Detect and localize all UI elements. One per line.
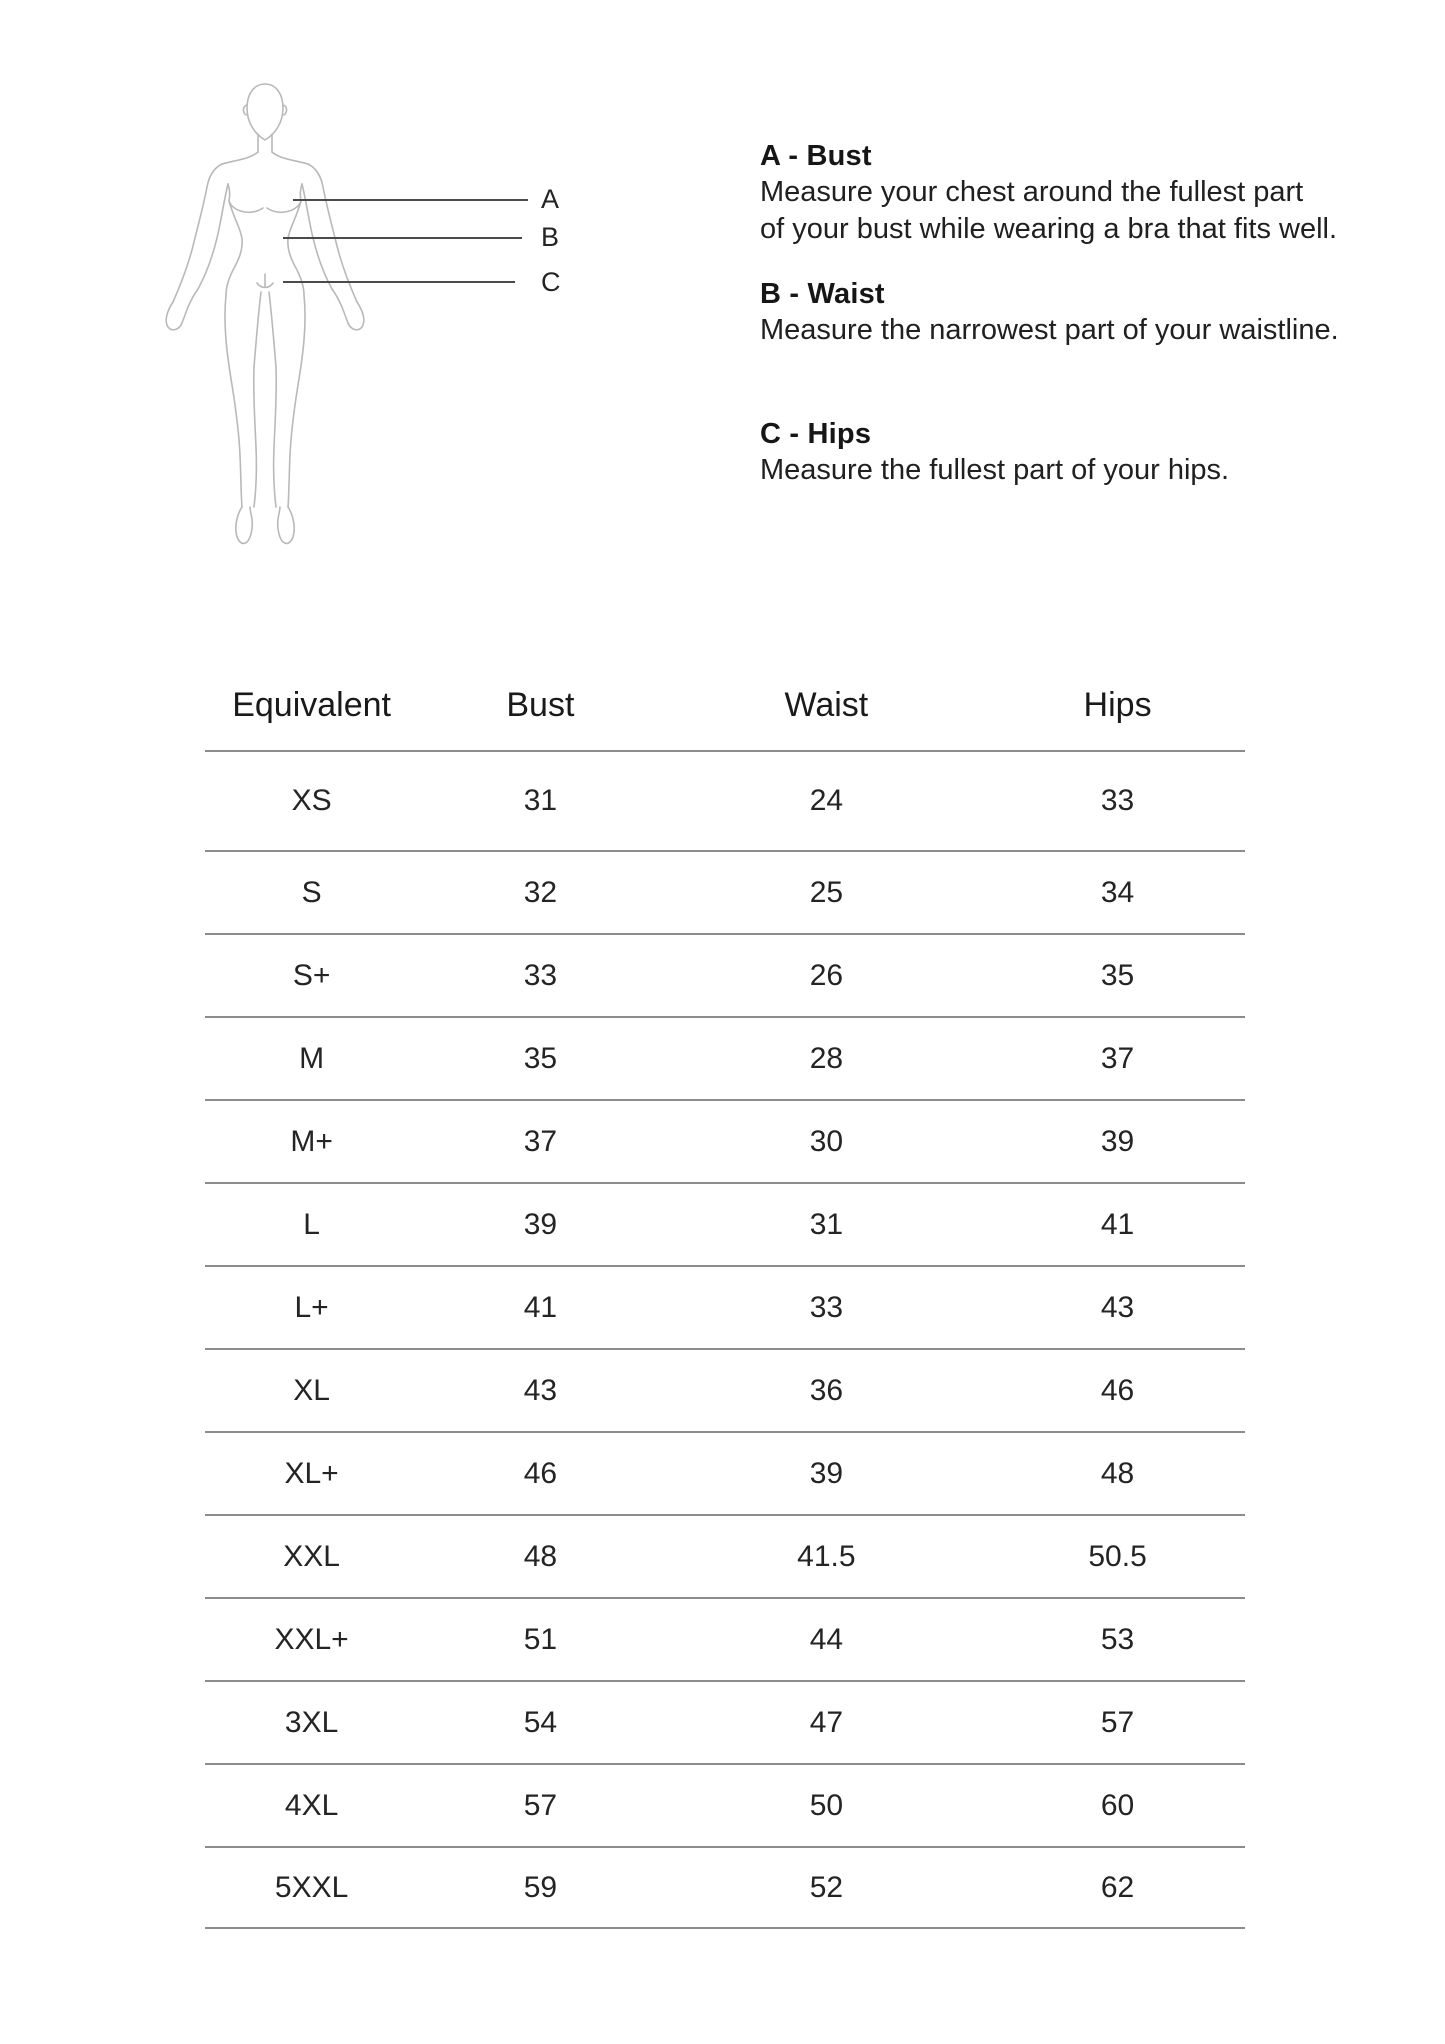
table-row: [205, 850, 1245, 933]
table-row: [205, 1099, 1245, 1182]
waist-callout-label: B: [541, 222, 560, 252]
size-label-cell: XL: [293, 1373, 330, 1407]
body-figure-illustration: [120, 55, 450, 565]
measurement-cell: 31: [809, 1207, 844, 1241]
table-row: [205, 1431, 1245, 1514]
bust-callout-label: A: [541, 184, 560, 214]
measurement-cell: 57: [1100, 1705, 1135, 1739]
column-header-hips: Hips: [1083, 685, 1152, 724]
waist-instruction-text: Measure the narrowest part of your waistline.: [760, 314, 1339, 346]
measurement-cell: 39: [523, 1207, 558, 1241]
table-row: [205, 1182, 1245, 1265]
table-row: [205, 1514, 1245, 1597]
hips-instruction-title: C - Hips: [760, 418, 872, 450]
size-label-cell: XL+: [284, 1456, 339, 1490]
waist-instruction-block: [760, 276, 1370, 349]
measurement-cell: 46: [523, 1456, 558, 1490]
table-row: [205, 1846, 1245, 1929]
measurement-cell: 39: [1100, 1124, 1135, 1158]
measurement-cell: 37: [523, 1124, 558, 1158]
bust-callout-line: [293, 199, 528, 201]
size-label-cell: 3XL: [284, 1705, 339, 1739]
bust-instruction-text: Measure your chest around the fullest part: [760, 176, 1304, 208]
column-header-equivalent: Equivalent: [232, 685, 391, 724]
size-label-cell: 5XXL: [274, 1870, 349, 1904]
measurement-cell: 41.5: [797, 1539, 856, 1573]
size-label-cell: XXL+: [274, 1622, 349, 1656]
measurement-cell: 46: [1100, 1373, 1135, 1407]
measurement-cell: 43: [1100, 1290, 1135, 1324]
measurement-cell: 35: [523, 1041, 558, 1075]
measurement-cell: 52: [809, 1870, 844, 1904]
hips-callout-label: C: [541, 267, 561, 297]
measurement-cell: 57: [523, 1788, 558, 1822]
column-header-waist: Waist: [784, 685, 869, 724]
measurement-cell: 33: [1100, 784, 1135, 817]
measurement-cell: 39: [809, 1456, 844, 1490]
table-row: [205, 1265, 1245, 1348]
measurement-cell: 26: [809, 958, 844, 992]
measurement-cell: 59: [523, 1870, 558, 1904]
size-label-cell: S: [301, 875, 322, 909]
column-header-bust: Bust: [506, 685, 575, 724]
measurement-cell: 50.5: [1088, 1539, 1147, 1573]
measurement-cell: 41: [523, 1290, 558, 1324]
size-label-cell: S+: [292, 958, 331, 992]
measurement-cell: 44: [809, 1622, 844, 1656]
size-table-header-row: [205, 660, 1245, 750]
table-row: [205, 1597, 1245, 1680]
measurement-cell: 43: [523, 1373, 558, 1407]
hips-instruction-text: Measure the fullest part of your hips.: [760, 454, 1230, 486]
measurement-cell: 41: [1100, 1207, 1135, 1241]
size-table: [205, 660, 1245, 1929]
hips-instruction-block: [760, 416, 1370, 489]
measurement-cell: 30: [809, 1124, 844, 1158]
size-label-cell: 4XL: [284, 1788, 339, 1822]
table-row: [205, 1016, 1245, 1099]
table-row: [205, 1763, 1245, 1846]
measurement-cell: 24: [809, 784, 844, 817]
bust-instruction-text: of your bust while wearing a bra that fits well.: [760, 213, 1338, 245]
measurement-cell: 32: [523, 875, 558, 909]
waist-instruction-title: B - Waist: [760, 278, 885, 310]
measurement-cell: 31: [523, 784, 558, 817]
measurement-cell: 48: [1100, 1456, 1135, 1490]
measurement-cell: 33: [523, 958, 558, 992]
size-label-cell: L+: [294, 1290, 329, 1324]
size-label-cell: XS: [291, 784, 332, 817]
measurement-cell: 48: [523, 1539, 558, 1573]
measurement-cell: 36: [809, 1373, 844, 1407]
measurement-cell: 50: [809, 1788, 844, 1822]
bust-instruction-title: A - Bust: [760, 140, 872, 172]
table-row: [205, 1680, 1245, 1763]
measurement-cell: 37: [1100, 1041, 1135, 1075]
measurement-cell: 25: [809, 875, 844, 909]
measurement-cell: 53: [1100, 1622, 1135, 1656]
bust-instruction-block: [760, 138, 1370, 248]
measurement-cell: 28: [809, 1041, 844, 1075]
size-label-cell: M: [299, 1041, 325, 1075]
hips-callout-line: [283, 281, 515, 283]
measurement-cell: 33: [809, 1290, 844, 1324]
size-label-cell: L: [303, 1207, 320, 1241]
size-label-cell: XXL: [283, 1539, 340, 1573]
measurement-cell: 54: [523, 1705, 558, 1739]
measurement-cell: 35: [1100, 958, 1135, 992]
size-table-rows: [205, 750, 1245, 1929]
measurement-cell: 47: [809, 1705, 844, 1739]
size-label-cell: M+: [290, 1124, 333, 1158]
measurement-cell: 62: [1100, 1870, 1135, 1904]
measurement-cell: 51: [523, 1622, 558, 1656]
table-row: [205, 750, 1245, 850]
measurement-cell: 60: [1100, 1788, 1135, 1822]
table-row: [205, 933, 1245, 1016]
table-row: [205, 1348, 1245, 1431]
waist-callout-line: [283, 237, 522, 239]
measurement-cell: 34: [1100, 875, 1135, 909]
